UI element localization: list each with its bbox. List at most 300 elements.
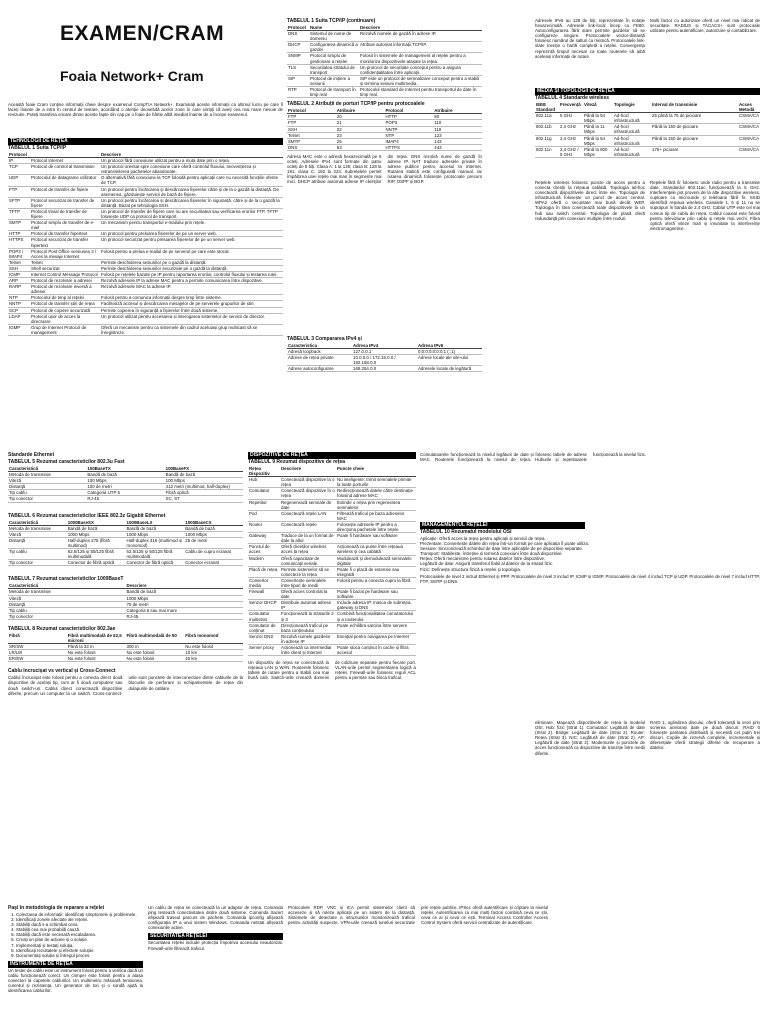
tcpip-row-cell: Telnet xyxy=(30,259,100,265)
tcpip-row xyxy=(8,237,283,248)
ip-row-cell: 169.254.0.0 xyxy=(352,366,417,372)
device-row-cell: Gateway xyxy=(248,533,280,544)
th-8b: Fibră multimodală de 62,5 microni xyxy=(67,633,126,644)
gigabit-row-cell: Metoda de transmisie xyxy=(8,525,67,531)
fast-eth-row-cell: 412 metri (multimod, half-duplex) xyxy=(165,484,243,490)
port-row-cell: HTTPS xyxy=(385,144,434,150)
wireless-row-cell: 802.11b xyxy=(535,124,559,135)
gigabit-row xyxy=(8,537,243,548)
device-row xyxy=(248,510,416,521)
intro-paragraph: Această foaie Cram conține informații cheie despre examenul CompTIA Network+. Examinați aceste informații ca ultimul lucru pe care îl faceți înainte de a intra în centrul de testare, acordând o atenție deosebită acelor zone în care simțiți că aveți cea mai mare nevoie de revizuire. Puteți transfera oricare dintre aceste fapte din cap pe o foaie de hârtie albă imediat înainte de a începe examenul. xyxy=(8,102,283,118)
wireless-row-cell: Până la 150 de picioare xyxy=(651,124,738,135)
gigabit-row-cell: Conector de fibră optică xyxy=(67,560,126,566)
fast-eth-row xyxy=(8,496,243,502)
th-5b: 100BaseTX xyxy=(86,466,164,472)
gigabit-row-cell: 1000 Mbps xyxy=(126,531,185,537)
tcpip-row-cell: POP3 / IMAP4 xyxy=(8,248,30,259)
ports-section xyxy=(287,18,482,448)
ip-row-cell: Adresă loopback xyxy=(287,348,352,354)
tcpip-row-cell: Protocol simplu de transfer de e-mail xyxy=(30,220,100,231)
port-row-cell: 21 xyxy=(336,120,385,126)
1000baset-row-cell: RJ-45 xyxy=(126,613,244,619)
gigabit-row xyxy=(8,549,243,560)
step-item: 5. Stabiliți dacă este necesară escaladarea. xyxy=(16,932,143,937)
step-item: 6. Creați un plan de acțiune și o soluție. xyxy=(16,937,143,942)
osi-layer-item: Sesiune: Sincronizează schimbul de date între aplicațiile de pe dispozitive separate. xyxy=(420,546,584,552)
device-row-cell: Conectează rețele xyxy=(280,521,336,532)
ipv4-ipv6-table xyxy=(287,343,482,372)
device-row-cell: Esențial pentru navigarea pe Internet xyxy=(336,633,416,644)
device-row-cell: Folosește adresele IP pentru a direcționa pachetele între rețele xyxy=(336,521,416,532)
device-row-cell: Server proxy xyxy=(248,645,280,656)
step-item: 9. Documentați soluția și întregul proces. xyxy=(16,953,143,958)
tcpip-row xyxy=(8,197,283,208)
th-6a: Caracteristică xyxy=(8,520,67,526)
port-row-cell: SMTP xyxy=(287,138,336,144)
tcpip-row-cell: Grup de Internet Protocol de management xyxy=(30,324,100,335)
col3-text: Adresa MAC este o adresă hexazecimală pe 6 octeți. Adresele IPv4 sunt formate din patru octeți de 8 biți. Clasa A: 1 la 126; clasa B: 128 la 191; clasa C: 192 la 223. Subrețelele permit împărțirea unei rețele mai mari în segmente mai mici. DHCP atribuie automat adrese IP clienților din rețea. DNS rezolvă nume de gazdă în adrese IP. NAT traduce adresele private în adrese publice pentru accesul la Internet. Rutarea statică este configurată manual, iar rutarea dinamică folosește protocoale precum RIP, OSPF și BGP. xyxy=(287,153,482,185)
10g-row-cell: Nu este folosit xyxy=(184,644,243,650)
device-row-cell: Funcționează la straturile 2 și 3 xyxy=(280,611,336,622)
device-row-cell: Firewall xyxy=(248,589,280,600)
ports-table xyxy=(287,108,482,151)
device-row-cell: Include adresa IP, masca de subrețea, gateway și DNS xyxy=(336,600,416,611)
wireless-row-cell: 2,4 GHz xyxy=(559,124,583,135)
tcpip-row-cell: Folosit pe rețelele bazate pe IP pentru raportarea erorilor, controlul fluxului și testarea rutei. xyxy=(100,271,283,277)
tcpip-row xyxy=(8,175,283,186)
ip-row-cell: Adrese autoconfigurare xyxy=(287,366,352,372)
tcpip-row xyxy=(8,220,283,231)
device-row xyxy=(248,488,416,499)
port-row-cell: 22 xyxy=(336,126,385,132)
th-w1: IEEE Standard xyxy=(535,102,559,113)
ethernet-section xyxy=(8,452,243,857)
steps-list xyxy=(8,912,143,958)
tcpip-row-cell: Protocol securizat de transfer de fișiere xyxy=(30,197,100,208)
device-row-cell: Direcționează traficul pe baza conținutului xyxy=(280,622,336,633)
tcpip-row-cell: IGMP xyxy=(8,324,30,335)
step-item: 1. Colectarea de informații: identificați simptomele și problemele. xyxy=(16,912,143,917)
device-row-cell: Hub xyxy=(248,477,280,488)
th-w5: Interval de transmisie xyxy=(651,102,738,113)
device-row xyxy=(248,589,416,600)
wireless-row-cell: 175+ picioare xyxy=(651,146,738,157)
ports-table-body xyxy=(287,114,482,151)
th-w2: Frecvență xyxy=(559,102,583,113)
tcpip-cont-row-cell: Securitatea stratului de transport xyxy=(309,64,359,75)
device-row-cell: Regenerează semnale de date xyxy=(280,499,336,510)
gigabit-row-cell: Bandă de bază xyxy=(126,525,185,531)
port-row-cell: 80 xyxy=(433,114,482,120)
device-row-cell: Filtrează traficul pe baza adreselor MAC xyxy=(336,510,416,521)
gigabit-row xyxy=(8,560,243,566)
wireless-row-cell: Până la 54 Mbps xyxy=(583,135,613,146)
devices-table xyxy=(248,466,416,656)
extra-c: eliminare. Mapează dispozitivele de rețea la modelul OSI. Hub: fizic (Strat 1). Comutator: Legătură de date (Strat 2). Bridge: Legătură de date (Strat 2). Router: Rețea (Strat 3). NIC: Legătură de date (Strat 2). AP: Legătură de date (Strat 2). Modemurile și punctele de acces funcționează ca dispozitive de tranziție între medii diferite. xyxy=(535,720,645,756)
th-5c: 100BaseFX xyxy=(165,466,243,472)
bottom-mid xyxy=(148,905,283,1020)
tcpip-cont-row-cell: RTP xyxy=(287,87,309,98)
device-row xyxy=(248,577,416,588)
tcpip-cont-row xyxy=(287,42,482,53)
tcpip-row-cell: HTTP xyxy=(8,231,30,237)
steps-title: Pași în metodologia de reparare a rețelei xyxy=(8,905,105,911)
device-row-cell: Conectează dispozitive în o rețea xyxy=(281,488,335,499)
wireless-row-cell: CSMA/CA xyxy=(738,124,760,135)
osi-section xyxy=(420,452,760,717)
10g-row-cell: 300 m xyxy=(126,644,185,650)
device-row-cell: Poate fi hardware sau software xyxy=(336,533,416,544)
col5-text: Rețelele fără fir folosesc unde radio pentru a transmite date. Standardul 802.11ac funcționează la 5 GHz. Interferențele pot proveni de la alte dispozitive wireless, cuptoare cu microunde și telefoane fără fir. SSID identifică rețeaua wireless. Canalele 1, 6 și 11 nu se suprapun în banda de 2,4 GHz. Cablul UTP este cel mai comun tip de cablu de rețea. Cablul coaxial este folosit pentru televiziune prin cablu și rețele mai vechi. Fibra optică oferă viteze mari și imunitate la interferențe electromagnetice. xyxy=(650,180,760,231)
tcpip-row-cell: Protocol de transfer știri de rețea xyxy=(30,301,100,307)
tcpip-row-cell: Permite deschiderea sesiunilor securizate pe o gazdă la distanță. xyxy=(100,265,283,271)
th-5a: Caracteristică xyxy=(8,466,86,472)
gigabit-row-cell: 1000 Mbps xyxy=(184,531,243,537)
osi-bottom-text: Protocoalele de nivel 2 includ Ethernet și PPP. Protocoalele de nivel 3 includ IP, ICMP și IGMP. Protocoalele de nivel 4 includ TCP și UDP. Protocoalele de nivel 7 includ HTTP, FTP, SMTP și DNS. xyxy=(420,573,760,584)
device-row xyxy=(248,645,416,656)
tcpip-row-cell: UDP xyxy=(8,175,30,186)
wireless-row-cell: 802.11a xyxy=(535,113,559,124)
1000baset-row-cell: Metoda de transmisie xyxy=(8,589,126,595)
section-title-media: MEDIA ȘI TOPOLOGII DE REȚEA xyxy=(535,88,760,95)
tcpip-cont-row-cell: Atribuie automat informații TCP/IP. xyxy=(359,42,482,53)
wireless-row-cell: CSMA/CA xyxy=(738,113,760,124)
port-row-cell: 25 xyxy=(336,138,385,144)
tcpip-row-cell: TCP xyxy=(8,164,30,175)
table1-cont-title: TABELUL 1 Suita TCP/IP (continuare) xyxy=(287,18,376,24)
tcpip-cont-row-cell: Configurarea dinamică a gazdei xyxy=(310,42,358,53)
gigabit-row-cell: Viteză xyxy=(8,531,67,537)
device-row-cell: Punctul de acces xyxy=(248,544,280,555)
1000baset-row-cell: Tip conector xyxy=(8,613,126,619)
port-row-cell: 53 xyxy=(336,144,385,150)
tcpip-row-cell: Protocol de control al transmisiei xyxy=(30,164,100,175)
section-title-mgmt: MANAGEMENTUL REȚELEI xyxy=(420,522,585,529)
port-row-cell: Telnet xyxy=(287,132,336,138)
step-item: 4. Stabiliți cea mai probabilă cauză. xyxy=(16,927,143,932)
devices-text: Un dispozitiv de rețea se conectează la rețeaua LAN și WAN. Routerele folosesc tabele de rutare pentru a stabili cea mai bună cale. Switch-urile creează domenii de coliziune separate pentru fiecare port. VLAN-urile permit segmentarea logică a rețelei. Firewall-urile folosesc reguli ACL pentru a permite sau bloca traficul. xyxy=(248,660,416,681)
extra-d: RAID 1, oglindirea discului, oferă toleranță la erori prin scrierea acelorași date pe două discuri. RAID 5 folosește paritatea distribuită și necesită cel puțin trei discuri. Copiile de rezervă complete, incrementale și diferențiale oferă strategii diferite de recuperare a datelor. xyxy=(650,720,760,751)
step-item: 7. Implementați și testați soluția. xyxy=(16,943,143,948)
tcpip-row-cell: ARP xyxy=(8,278,30,284)
wireless-row-cell: 2,4 GHz / 5 GHz xyxy=(559,146,583,157)
fast-ethernet-body xyxy=(8,472,243,502)
fast-eth-row-cell: 100 Mbps xyxy=(86,478,164,484)
tcpip-row-cell: Protocol de copiere securizată xyxy=(30,307,100,313)
tcpip-row-cell: SSH xyxy=(8,265,30,271)
fast-eth-row-cell: SC, ST xyxy=(165,496,243,502)
10g-table xyxy=(8,633,243,662)
tcpip-row-cell: Protocol de transfer de fișiere xyxy=(30,186,100,197)
tcpip-row xyxy=(8,278,283,284)
tools-title: INSTRUMENTE DE REȚEA xyxy=(8,961,143,968)
tcpip-row-cell: LDAP xyxy=(8,313,30,324)
ip-row-cell: 127.0.0.1 xyxy=(352,348,417,354)
step-item: 3. Stabiliți dacă s-a schimbat ceva. xyxy=(16,922,143,927)
tcpip-row-cell: Permite copierea în siguranță a fișierelor între două sisteme. xyxy=(100,307,283,313)
table4-title: TABELUL 4 Standarde wireless xyxy=(535,95,610,101)
th-9b: Descriere xyxy=(280,466,336,477)
col5-top-note xyxy=(650,18,760,88)
tcpip-row xyxy=(8,164,283,175)
tcpip-row-cell: Shell securizat xyxy=(30,265,100,271)
tcpip-row-cell: IP xyxy=(8,158,30,164)
bottom-mid-text: Un cablu de rețea se conectează la un adaptor de rețea. Comanda ping testează conectivitatea dintre două sisteme. Comanda tracert afișează traseul parcurs de pachete. Comanda ipconfig afișează configurația IP a unui sistem Windows. Comanda netstat afișează conexiunile active. xyxy=(148,905,283,931)
device-row xyxy=(248,477,416,488)
th-ip-v4: Adresa IPv4 xyxy=(352,343,417,349)
th-6c: 1000BaseLX xyxy=(126,520,185,526)
fast-eth-row-cell: Distanţă xyxy=(8,484,86,490)
tcpip-row-cell: Un mecanism pentru transportul e-mailului prin rețele. xyxy=(100,220,283,231)
10g-body xyxy=(8,644,243,662)
tcpip-cont-row-cell: SIP xyxy=(287,75,309,86)
wireless-row-cell: CSMA/CA xyxy=(738,135,760,146)
wireless-row-cell: 2,4 GHz xyxy=(559,135,583,146)
device-row-cell: Modem xyxy=(248,555,280,566)
wireless-table-body xyxy=(535,113,760,158)
port-row-cell: DNS xyxy=(287,144,336,150)
ip-row xyxy=(287,355,482,366)
table1-title: TABELUL 1 Suita TCP/IP xyxy=(8,145,67,151)
gigabit-row-cell: 62,5/125 și 50/125 fibră multimodală xyxy=(67,549,126,560)
1000baset-row-cell: Bandă de bază xyxy=(126,589,244,595)
tcpip-row-cell: NNTP xyxy=(8,301,30,307)
ip-row-cell: 10.0.0.0 / 172.16.0.0 / 192.168.0.0 xyxy=(352,355,417,366)
device-row xyxy=(248,600,416,611)
fast-eth-row-cell: Metoda de transmisie xyxy=(8,472,86,478)
tcpip-row-cell: Protocol ușor de acces la directoare xyxy=(30,313,100,324)
tcpip-row-cell: Protocolul de timp al rețelei xyxy=(30,295,100,301)
device-row-cell: Poate echilibra sarcina între servere xyxy=(336,622,416,633)
port-row-cell: 20 xyxy=(336,114,385,120)
th-p3: Protocol xyxy=(385,108,434,114)
tcpip-row-cell: FTP xyxy=(8,186,30,197)
step-item: 8. Identificați rezultatele și efectele soluției. xyxy=(16,948,143,953)
device-row-cell: Poate fi o placă de extensie sau integrată xyxy=(336,566,416,577)
cable-title: Cablu încrucișat vs vertical și Cross-Connect xyxy=(8,668,116,675)
table3-title: TABELUL 3 Compararea IPv4 și xyxy=(287,335,362,342)
port-row-cell: 143 xyxy=(433,138,482,144)
ethernet-label: Standarde Ethernet xyxy=(8,452,55,458)
tcpip-row xyxy=(8,208,283,219)
device-row xyxy=(248,622,416,633)
port-row-cell: FTP xyxy=(287,120,336,126)
tcpip-cont-row-cell: Protocol simplu de gestionare a rețelei xyxy=(309,53,359,64)
th-w4: Topologie xyxy=(613,102,651,113)
tcpip-row-cell: Telnet xyxy=(8,259,30,265)
wireless-row xyxy=(535,124,760,135)
gigabit-row-cell: Half-duplex 275 (fibră multimod) xyxy=(67,537,126,548)
steps-section xyxy=(8,905,143,1020)
fast-eth-row-cell: 100 de metri xyxy=(86,484,164,490)
tcpip-row-cell: Protocol Internet xyxy=(30,158,100,164)
tcpip-row-cell: Protocol Post Office versiunea 3 / Acces la mesaje Internet xyxy=(30,248,100,259)
table6-title: TABELUL 6 Rezumat caracteristicilor IEEE 802.3z Gigabit Ethernet xyxy=(8,512,166,519)
1000baset-row-cell: Categoria 5 sau mai mare xyxy=(126,607,244,613)
th-description: Descriere xyxy=(100,152,283,158)
gigabit-row-cell: Bandă de bază xyxy=(184,525,243,531)
tcpip-row-cell: Un protocol pentru încărcarea și descărcarea fișierelor către și de la o gazdă la distanță. De asemenea, găzduiește servicii de bază de fișiere. xyxy=(100,186,283,197)
10g-row-cell: SR/SW xyxy=(8,644,67,650)
device-row xyxy=(248,555,416,566)
device-row-cell: Senzor DNS xyxy=(248,633,280,644)
device-row-cell: Redirecționează datele către destinație folosind adrese MAC xyxy=(336,488,416,499)
tcpip-cont-row-cell: Rezolvă numele de gazdă în adrese IP. xyxy=(359,31,482,42)
tcpip-table-body xyxy=(8,158,283,336)
device-row-cell: Oferă capacitate de comunicații seriale xyxy=(280,555,336,566)
port-row-cell: 119 xyxy=(433,126,482,132)
tcpip-row-cell: Un protocol pentru preluarea fișierelor de pe un server web. xyxy=(100,231,283,237)
10g-row-cell: Nu este folosit xyxy=(67,656,126,662)
th-6d: 1000BaseCX xyxy=(184,520,243,526)
page-subtitle: Foaia Network+ Cram xyxy=(60,68,204,84)
security-title: SECURITATEA REȚELEI xyxy=(148,933,283,940)
device-row-cell: Combină funcționalitatea comutatorului și a routerului xyxy=(336,611,416,622)
device-row-cell: Extinde o rețea prin regenerarea semnalelor xyxy=(336,499,416,510)
10g-row-cell: 10 km xyxy=(184,650,243,656)
port-row-cell: NNTP xyxy=(385,126,434,132)
th-c-protocol: Protocol xyxy=(287,25,309,31)
fast-eth-row-cell: 100 Mbps xyxy=(165,478,243,484)
device-row xyxy=(248,633,416,644)
tcpip-cont-row xyxy=(287,31,482,42)
devices-section xyxy=(248,452,416,857)
tcpip-row-cell: Protocol securizat de transfer hipertext xyxy=(30,237,100,248)
tcpip-row-cell: TFTP xyxy=(8,208,30,219)
tcpip-cont-row xyxy=(287,75,482,86)
tcpip-row-cell: Protocol de rezolvare a adresei xyxy=(30,278,100,284)
wireless-row-cell: 25 până la 75 de picioare xyxy=(651,113,738,124)
tcpip-row-cell: SMTP xyxy=(8,220,30,231)
tcpip-cont-row-cell: Protocol de inițiere a sesiunii xyxy=(309,75,359,86)
port-row-cell: 23 xyxy=(336,132,385,138)
port-row-cell: 110 xyxy=(433,120,482,126)
tcpip-cont-row xyxy=(287,53,482,64)
tcpip-row-cell: HTTPS xyxy=(8,237,30,248)
wireless-row-cell: Ad-hoc/ infrastructură xyxy=(613,124,651,135)
tcpip-cont-row-cell: Folosit în sistemele de management al rețelei pentru a monitoriza dispozitivele atașate la rețea. xyxy=(359,53,482,64)
table7-title: TABELUL 7 Rezumat caracteristicilor 1000BaseT xyxy=(8,576,124,583)
page-title: EXAMEN/CRAM xyxy=(60,22,225,45)
fast-eth-row-cell: Tip cablu xyxy=(8,490,86,496)
tcpip-row-cell: Un protocol pentru încărcarea și descărcarea fișierelor în siguranță, către și de la o gazdă la distanță. Bazat pe tehnologia SSH. xyxy=(100,197,283,208)
1000baset-row-cell: Viteză xyxy=(8,595,126,601)
tcpip-row-cell: Facilitează accesul și descărcarea mesajelor de pe serverele grupurilor de știri. xyxy=(100,301,283,307)
section-title-tech: TEHNOLOGII DE REȚEA xyxy=(8,138,283,145)
devices-body xyxy=(248,477,416,656)
tcpip-cont-row-cell: DHCP xyxy=(287,42,309,53)
col4-text2: Rețelele wireless folosesc puncte de acces pentru a conecta clienții la rețeaua cablată. Topologia ad-hoc conectează dispozitivele direct între ele. Topologia de infrastructură folosește un punct de acces central. WPA2 oferă o securitate mai bună decât WEP. Topologia în stea conectează toate dispozitivele la un hub sau switch central. Topologia de plasă oferă redundanță prin conexiuni multiple între noduri. xyxy=(535,180,645,221)
table10-title: TABELUL 10 Rezumatul modelului OSI xyxy=(420,529,512,535)
fast-ethernet-table xyxy=(8,466,243,503)
tcpip-row xyxy=(8,301,283,307)
tcpip-row xyxy=(8,313,283,324)
tcpip-cont-row-cell: Protocol de transport în timp real xyxy=(309,87,359,98)
tcpip-row-cell: Rezolvă adresele MAC la adrese IP. xyxy=(100,284,283,295)
exam-header xyxy=(60,22,280,46)
device-row-cell: Acționează ca punte între rețeaua wireless și cea cablată xyxy=(336,544,416,555)
10g-row-cell: Nu este folosit xyxy=(67,650,126,656)
tcpip-row-cell: NTP xyxy=(8,295,30,301)
col4-top xyxy=(535,18,645,88)
gigabit-row-cell: 1000 Mbps xyxy=(67,531,126,537)
gigabit-row-cell: Tip cablu xyxy=(8,549,67,560)
wireless-table xyxy=(535,102,760,158)
osi-layer-list xyxy=(420,536,760,572)
device-row-cell: Modulează și demodulează semnalele digitale xyxy=(336,555,416,566)
tcpip-row-cell: Folosit pentru a comunica informații despre timp între sisteme. xyxy=(100,295,283,301)
tcpip-row-cell: Un protocol securizat pentru preluarea fișierelor de pe un server web. xyxy=(100,237,283,248)
wireless-row xyxy=(535,113,760,124)
gigabit-row-cell: Distanţă xyxy=(8,537,67,548)
tcpip-row-cell: Internet Control Message Protocol xyxy=(30,271,100,277)
osi-layer-item: Prezentare: Convertește datele din rețea într-un format pe care aplicația îl poate utiliza. xyxy=(420,541,590,547)
tcpip-row-cell: Protocol de transfer hipertext xyxy=(30,231,100,237)
tcpip-row-cell: Un protocol fără conexiune utilizat pentru a muta date prin o rețea. xyxy=(100,158,283,164)
tcpip-row xyxy=(8,324,283,335)
osi-layer-item: Fizic: Definește structura fizică a rețelei și topologia. xyxy=(420,566,522,572)
th-9a: Rețea Dispozitiv xyxy=(248,466,280,477)
tcpip-row-cell: Protocolul de datagrame utilizator xyxy=(30,175,100,186)
section-title-devices: DISPOZITIVE DE REȚEA xyxy=(248,452,416,459)
1000baset-table xyxy=(8,583,243,620)
1000baset-row-cell: 75 de metri xyxy=(126,601,244,607)
port-row-cell: HTTP xyxy=(385,114,434,120)
th-w3: Viteză xyxy=(583,102,613,113)
device-row-cell: Conectează dispozitive la o rețea xyxy=(281,477,335,488)
10g-row-cell: Nu este folosit xyxy=(126,650,185,656)
tools-text: Un tester de cablu este un instrument folosit pentru a verifica dacă un cablu funcționează corect. Un crimper este folosit pentru a atașa conectori la capetele cablurilor. Un multimetru măsoară tensiunea, curentul și rezistența. Un generator de ton și o sondă ajută la identificarea cablurilor. xyxy=(8,967,143,994)
gigabit-table xyxy=(8,520,243,567)
port-row xyxy=(287,144,482,150)
bottom-right-text: Protocolele RDP, VNC și ICA permit sistemelor client să acceseze și să ruleze aplicații pe un sistem de la distanță. Sistemele de detectare a intruziunilor monitorizează traficul pentru activități suspecte. VPN-urile creează tuneluri securizate prin rețele publice. IPSec oferă autentificare și criptare la nivelul rețelei. Autentificarea cu mai mulți factori combină ceva ce știi, ceva ce ai și ceva ce ești. Terminal Access Controller Access Control System oferă servicii centralizate de autentificare. xyxy=(288,905,548,926)
device-row-cell: Traduce de la un format de date la altul xyxy=(280,533,336,544)
th-7b: Descriere xyxy=(126,583,244,589)
device-row-cell: Comutator xyxy=(248,488,280,499)
tcpip-row-cell: SFTP xyxy=(8,197,30,208)
wireless-row-cell: 5 GHz xyxy=(559,113,583,124)
tcpip-row xyxy=(8,186,283,197)
device-row-cell: Permite sistemelor să se conecteze la rețea xyxy=(280,566,336,577)
device-row-cell: Repetitor xyxy=(248,499,280,510)
device-row xyxy=(248,533,416,544)
fast-eth-row-cell: Bandă de bază xyxy=(86,472,164,478)
device-row-cell: Placă de rețea xyxy=(248,566,280,577)
tcpip-cont-row-cell: Un protocol de securitate conceput pentru a asigura confidențialitatea între aplicații. xyxy=(359,64,482,75)
device-row-cell: Convertește semnalele între tipuri de medii xyxy=(280,577,336,588)
port-row-cell: POP3 xyxy=(385,120,434,126)
wireless-row-cell: Ad-hoc/ infrastructură xyxy=(613,113,651,124)
gigabit-row-cell: 62,5/125 și 50/125 fibră multimodală xyxy=(126,549,185,560)
bottom-right xyxy=(288,905,548,1020)
extra-a: Multi factor cu autorizare oferă un nivel mai ridicat de securitate. RADIUS și TACACS+ sunt protocoale utilizate pentru autentificare, autorizare și contabilizare. xyxy=(650,18,760,34)
10g-row xyxy=(8,656,243,662)
device-row-cell: Router xyxy=(248,521,280,532)
th-protocol: Protocol xyxy=(8,152,30,158)
tech-section xyxy=(8,138,283,438)
tcpip-cont-row xyxy=(287,64,482,75)
tcpip-cont-body xyxy=(287,31,482,98)
gigabit-row-cell: Tip conector xyxy=(8,560,67,566)
device-row xyxy=(248,566,416,577)
device-row xyxy=(248,499,416,510)
fast-eth-row-cell: Viteză xyxy=(8,478,86,484)
device-row-cell: Acționează ca intermediar între client și Internet xyxy=(280,645,336,656)
port-row-cell: FTP xyxy=(287,114,336,120)
ip-row-cell: 0:0:0:0:0:0:0:1 (::1) xyxy=(417,348,482,354)
table9-title: TABELUL 9 Rezumat dispozitive de rețea xyxy=(248,459,346,465)
th-9c: Puncte cheie xyxy=(336,466,416,477)
